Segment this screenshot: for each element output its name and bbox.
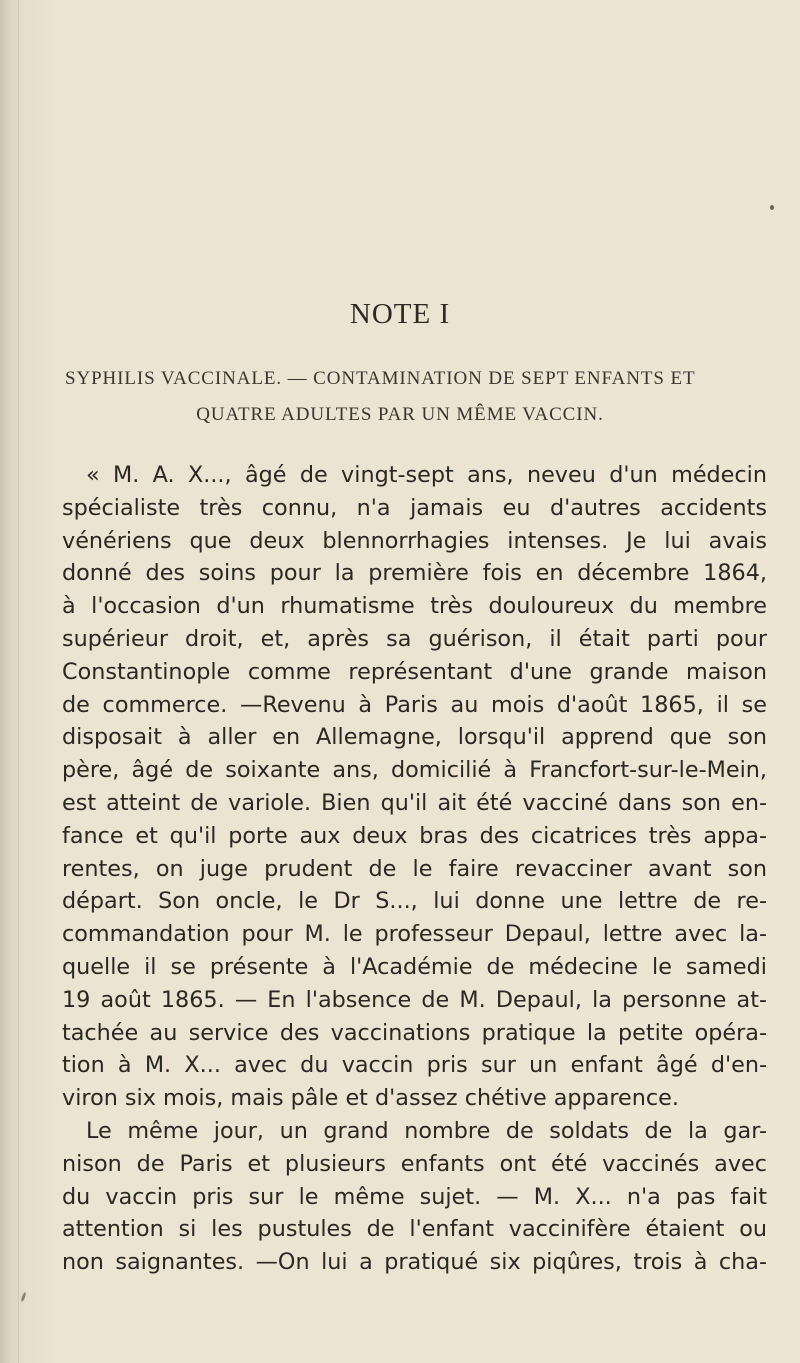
body-line: disposait à aller en Allemagne, lorsqu'il apprend que son (62, 724, 767, 751)
ink-speck-bottom (20, 1292, 26, 1302)
body-line: de commerce. —Revenu à Paris au mois d'août 1865, il se (62, 691, 767, 718)
body-paragraph (62, 459, 767, 1279)
body-line: est atteint de variole. Bien qu'il ait été vacciné dans son en- (62, 789, 767, 816)
subtitle-line-1: SYPHILIS VACCINALE. — CONTAMINATION DE SEPT ENFANTS ET (65, 368, 696, 389)
body-line: attention si les pustules de l'enfant vaccinifère étaient ou (62, 1216, 767, 1243)
body-line: tachée au service des vaccinations pratique la petite opéra- (62, 1019, 767, 1046)
ink-speck (770, 205, 774, 210)
body-line: Le même jour, un grand nombre de soldats de la gar- (86, 1117, 767, 1144)
subtitle-line-2: QUATRE ADULTES PAR UN MÊME VACCIN. (196, 404, 604, 425)
body-line: du vaccin pris sur le même sujet. — M. X... n'a pas fait (62, 1183, 767, 1210)
body-line: nison de Paris et plusieurs enfants ont été vaccinés avec (62, 1150, 767, 1177)
body-line: donné des soins pour la première fois en décembre 1864, (62, 560, 767, 587)
body-line: supérieur droit, et, après sa guérison, il était parti pour (62, 625, 767, 652)
body-line: vénériens que deux blennorrhagies intenses. Je lui avais (62, 527, 767, 554)
body-line: tion à M. X... avec du vaccin pris sur un enfant âgé d'en- (62, 1052, 767, 1079)
note-heading: NOTE I (349, 298, 451, 330)
body-line: spécialiste très connu, n'a jamais eu d'autres accidents (62, 494, 767, 521)
body-line: quelle il se présente à l'Académie de médecine le samedi (62, 953, 767, 980)
body-line: père, âgé de soixante ans, domicilié à Francfort-sur-le-Mein, (62, 757, 767, 784)
body-line: non saignantes. —On lui a pratiqué six piqûres, trois à cha- (62, 1249, 767, 1276)
body-line: viron six mois, mais pâle et d'assez chétive apparence. (62, 1085, 679, 1112)
body-line: départ. Son oncle, le Dr S..., lui donne une lettre de re- (62, 888, 767, 915)
body-line: rentes, on juge prudent de le faire revacciner avant son (62, 855, 767, 882)
body-line: fance et qu'il porte aux deux bras des cicatrices très appa- (62, 822, 767, 849)
body-line: commandation pour M. le professeur Depaul, lettre avec la- (62, 921, 767, 948)
body-line: 19 août 1865. — En l'absence de M. Depaul, la personne at- (62, 986, 767, 1013)
page-binding-edge (18, 0, 19, 1363)
body-line: Constantinople comme représentant d'une grande maison (62, 658, 767, 685)
body-line: « M. A. X..., âgé de vingt-sept ans, neveu d'un médecin (86, 462, 767, 488)
body-line: à l'occasion d'un rhumatisme très douloureux du membre (62, 593, 767, 620)
